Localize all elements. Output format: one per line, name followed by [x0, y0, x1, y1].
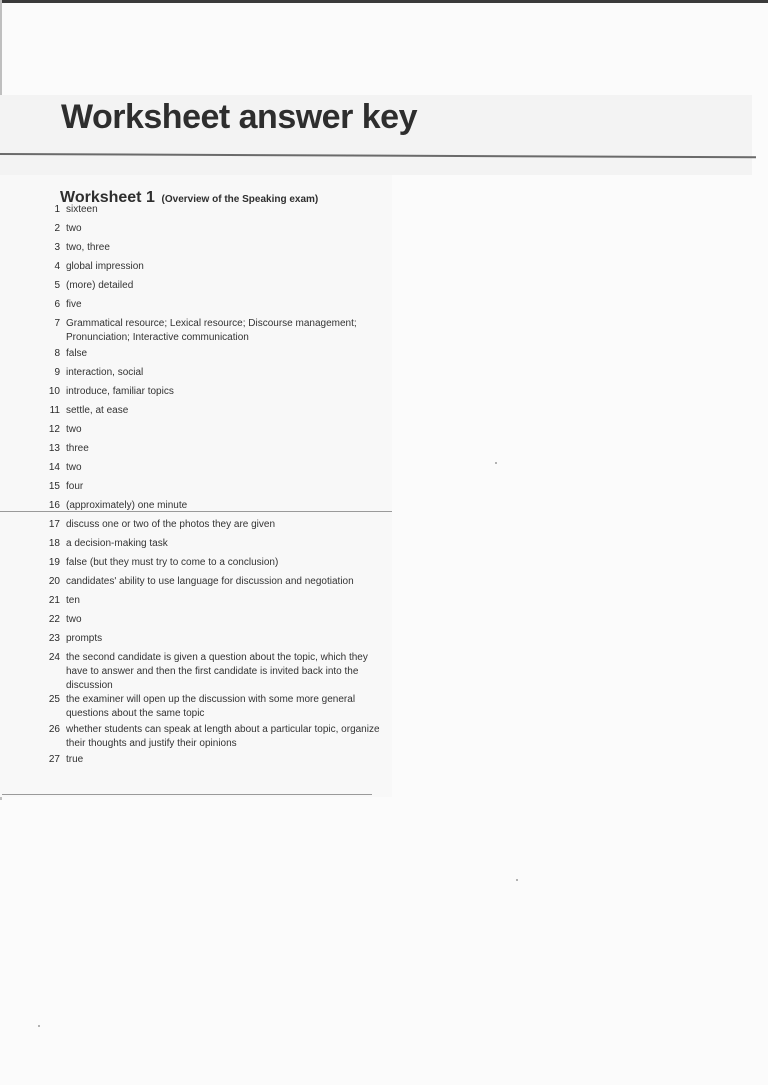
- answer-item: [0, 613, 392, 632]
- answer-number: 3: [54, 242, 60, 253]
- answer-item: [0, 461, 392, 480]
- answer-item: [0, 241, 392, 260]
- answer-text: (more) detailed: [66, 280, 134, 291]
- answer-item: [0, 693, 392, 723]
- answer-number: 13: [48, 443, 60, 454]
- answer-item: [0, 442, 392, 461]
- answer-number: 14: [48, 462, 60, 473]
- answer-text: four: [66, 481, 84, 492]
- answer-item: [0, 518, 392, 537]
- answer-text: two, three: [66, 242, 110, 253]
- answer-text: introduce, familiar topics: [66, 386, 174, 397]
- answer-item: [0, 575, 392, 594]
- scan-speck: [516, 879, 518, 881]
- answer-item: [0, 260, 392, 279]
- answer-item: [0, 556, 392, 575]
- answer-text: global impression: [66, 261, 144, 272]
- answer-number: 19: [48, 557, 60, 568]
- answer-number: 4: [54, 261, 60, 272]
- answer-number: 15: [48, 481, 60, 492]
- answer-text: false: [66, 348, 88, 359]
- answer-number: 21: [48, 595, 60, 606]
- answer-item: [0, 298, 392, 317]
- answer-item: [0, 385, 392, 404]
- answer-text: five: [66, 299, 82, 310]
- sheet-bottom-edge: [2, 794, 372, 795]
- answer-text: two: [66, 462, 82, 473]
- answer-number: 24: [48, 652, 60, 663]
- answer-text: whether students can speak at length about a particular topic, organize their thoughts and justify their opinions: [66, 724, 380, 749]
- answer-list: [0, 203, 392, 772]
- answer-item: [0, 203, 392, 222]
- answer-item: [0, 366, 392, 385]
- answer-text: the examiner will open up the discussion with some more general questions about the same topic: [66, 694, 356, 719]
- answer-item: [0, 594, 392, 613]
- answer-number: 17: [48, 519, 60, 530]
- answer-item: [0, 632, 392, 651]
- answer-text: (approximately) one minute: [66, 500, 188, 511]
- answer-text: a decision-making task: [66, 538, 168, 549]
- answer-item: [0, 480, 392, 499]
- answer-text: three: [66, 443, 89, 454]
- answer-item: [0, 651, 392, 693]
- answer-number: 1: [54, 204, 60, 215]
- answer-item: [0, 347, 392, 366]
- answer-text: true: [66, 754, 84, 765]
- answer-item: [0, 499, 392, 518]
- answer-number: 9: [54, 367, 60, 378]
- answer-number: 11: [49, 405, 60, 416]
- answer-number: 2: [54, 223, 60, 234]
- answer-item: [0, 222, 392, 241]
- answer-text: settle, at ease: [66, 405, 129, 416]
- answer-text: the second candidate is given a question about the topic, which they have to answer and then the first candidate is invited back into the discussion: [66, 652, 368, 691]
- answer-item: [0, 753, 392, 772]
- section-subtitle: (Overview of the Speaking exam): [161, 194, 319, 205]
- answer-text: interaction, social: [66, 367, 144, 378]
- scan-speck: [495, 462, 497, 464]
- answer-item: [0, 723, 392, 753]
- answer-number: 16: [48, 500, 60, 511]
- answer-number: 8: [54, 348, 60, 359]
- answer-item: [0, 279, 392, 298]
- answer-number: 23: [48, 633, 60, 644]
- answer-item: [0, 537, 392, 556]
- answer-item: [0, 404, 392, 423]
- section-name: Worksheet 1: [60, 189, 155, 206]
- answer-text: ten: [66, 595, 80, 606]
- answer-number: 26: [48, 724, 60, 735]
- answer-number: 7: [54, 318, 60, 329]
- answer-number: 18: [48, 538, 60, 549]
- page-title: Worksheet answer key: [61, 98, 417, 136]
- answer-item: [0, 317, 392, 347]
- answer-text: two: [66, 223, 82, 234]
- answer-number: 10: [48, 386, 60, 397]
- answer-number: 27: [48, 754, 60, 765]
- answer-text: sixteen: [66, 204, 98, 215]
- answer-text: Grammatical resource; Lexical resource; Discourse management; Pronunciation; Interactive communication: [66, 318, 357, 343]
- answer-text: two: [66, 424, 82, 435]
- answer-number: 12: [48, 424, 60, 435]
- answer-number: 25: [48, 694, 60, 705]
- paper-cut-line: [0, 511, 392, 512]
- answer-number: 6: [54, 299, 60, 310]
- scan-speck: [38, 1025, 40, 1027]
- answer-text: prompts: [66, 633, 103, 644]
- answer-number: 5: [54, 280, 60, 291]
- answer-number: 20: [48, 576, 60, 587]
- answer-text: false (but they must try to come to a conclusion): [66, 557, 279, 568]
- answer-number: 22: [48, 614, 60, 625]
- answer-text: candidates' ability to use language for discussion and negotiation: [66, 576, 354, 587]
- answer-item: [0, 423, 392, 442]
- answer-text: two: [66, 614, 82, 625]
- answer-text: discuss one or two of the photos they are given: [66, 519, 276, 530]
- scan-top-edge: [0, 0, 768, 3]
